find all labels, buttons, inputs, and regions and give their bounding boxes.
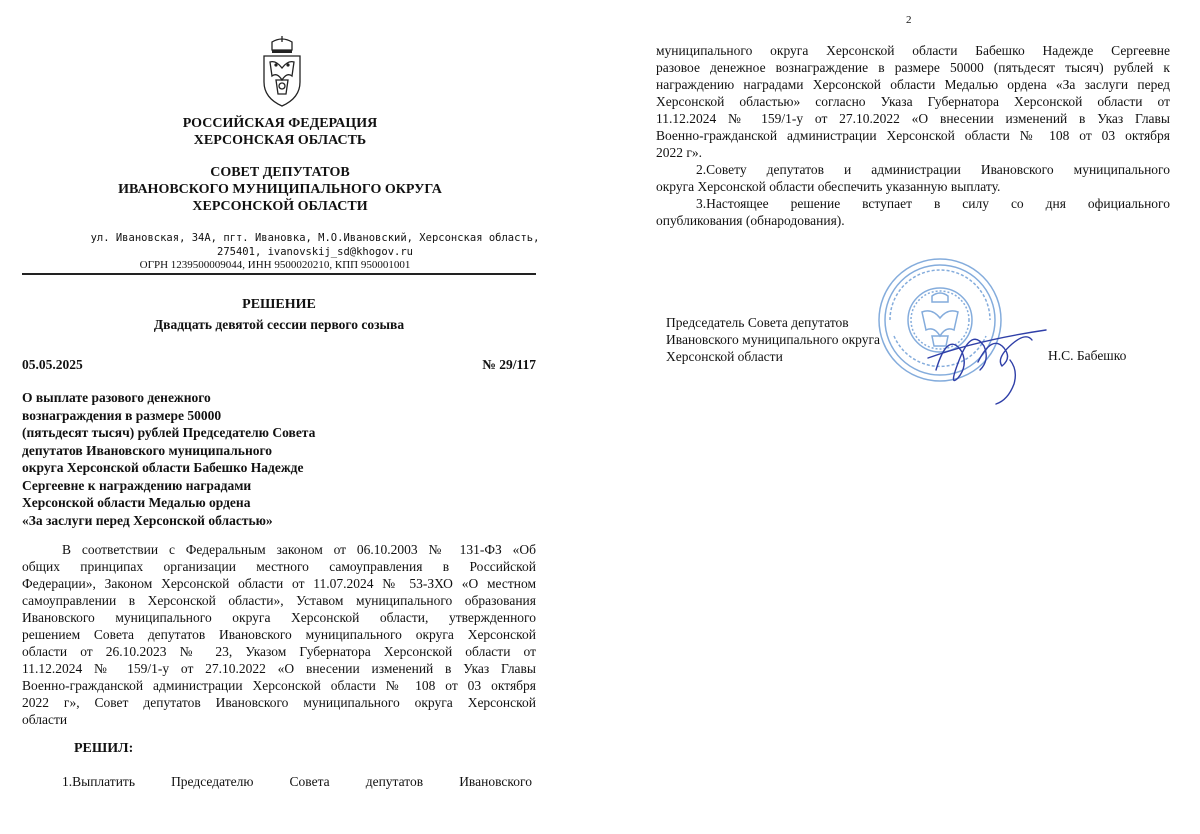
resolution-item-1 [62, 774, 532, 790]
body-line: Херсонской областью» согласно Указа Губернатора Херсонской области от [656, 94, 1170, 109]
signature-title-line: Херсонской области [666, 349, 783, 364]
body-line: 11.12.2024 № 159/1-у от 27.10.2022 «О внесении изменений в Указ Главы [22, 661, 536, 676]
handwritten-signature-icon [918, 300, 1058, 410]
preamble-paragraph [22, 541, 536, 728]
body-line: решением Совета депутатов Ивановского муниципального округа Херсонской [22, 627, 536, 642]
body-line: Военно-гражданской администрации Херсонской области № 108 от 03 октября [22, 678, 536, 693]
decision-date: 05.05.2025 [22, 357, 83, 372]
body-line: области [22, 712, 68, 727]
council-heading-line1: СОВЕТ ДЕПУТАТОВ [210, 165, 350, 180]
country-heading: РОССИЙСКАЯ ФЕДЕРАЦИЯ [182, 116, 378, 131]
signature-title-line: Председатель Совета депутатов [666, 315, 849, 330]
item-word: 1.Выплатить [62, 774, 135, 789]
signature-title-line: Ивановского муниципального округа [666, 332, 881, 347]
signatory-name: Н.С. Бабешко [1048, 348, 1127, 363]
resolution-continuation [656, 42, 1170, 229]
decision-number: № 29/117 [482, 357, 536, 372]
body-line: опубликования (обнародования). [656, 213, 845, 228]
item-word: Совета [289, 774, 330, 789]
council-heading-line2: ИВАНОВСКОГО МУНИЦИПАЛЬНОГО ОКРУГА [118, 182, 442, 197]
body-line: Федерации», Законом Херсонской области от 11.07.2024 № 53-ЗХО «О местном [22, 576, 536, 591]
coat-of-arms-icon [254, 36, 310, 108]
body-line: В соответствии с Федеральным законом от 06.10.2003 № 131-ФЗ «Об [62, 542, 536, 557]
body-line: общих принципах организации местного самоуправления в Российской [22, 559, 536, 574]
body-line: муниципального округа Херсонской области Бабешко Надежде Сергеевне [656, 43, 1170, 58]
subject-line: «За заслуги перед Херсонской областью» [22, 512, 273, 528]
subject-line: депутатов Ивановского муниципального [22, 442, 273, 458]
page-number: 2 [906, 14, 912, 26]
item-word: депутатов [365, 774, 424, 789]
region-heading: ХЕРСОНСКАЯ ОБЛАСТЬ [193, 133, 367, 148]
body-line: самоуправлении в Херсонской области», Уставом муниципального образования [22, 593, 536, 608]
address-line2: 275401, ivanovskij_sd@khogov.ru [217, 246, 413, 258]
signature-title [666, 314, 880, 365]
body-line: 3.Настоящее решение вступает в силу со дня официального [696, 196, 1170, 211]
body-line: области от 26.10.2023 № 23, Указом Губернатора Херсонской области от [22, 644, 536, 659]
header-divider [22, 273, 536, 275]
subject-line: (пятьдесят тысяч) рублей Председателю Совета [22, 425, 316, 440]
session-line: Двадцать девятой сессии первого созыва [153, 317, 405, 332]
body-line: 2.Совету депутатов и администрации Ивановского муниципального [696, 162, 1170, 177]
council-heading-line3: ХЕРСОНСКОЙ ОБЛАСТИ [192, 199, 368, 214]
body-line: награждению наградами Херсонской области Медалью ордена «За заслуги перед [656, 77, 1170, 92]
body-line: Ивановского муниципального округа Херсонской области, утвержденного [22, 610, 536, 625]
body-line: 2022 г». [656, 145, 703, 160]
body-line: округа Херсонской области обеспечить указанную выплату. [656, 179, 1001, 194]
item-word: Ивановского [459, 774, 532, 789]
body-line: Военно-гражданской администрации Херсонской области № 108 от 03 октября [656, 128, 1170, 143]
item-word: Председателю [171, 774, 254, 789]
subject-line: вознаграждения в размере 50000 [22, 407, 222, 423]
page-2 [600, 0, 1200, 834]
body-line: разовое денежное вознаграждение в размере 50000 (пятьдесят тысяч) рублей к [656, 60, 1170, 75]
body-line: 2022 г», Совет депутатов Ивановского муниципального округа Херсонской [22, 695, 536, 710]
address-line1: ул. Ивановская, 34А, пгт. Ивановка, М.О.Ивановский, Херсонская область, [90, 232, 540, 244]
decision-subject [22, 389, 362, 529]
decision-title: РЕШЕНИЕ [242, 297, 316, 312]
subject-line: О выплате разового денежного [22, 390, 211, 405]
subject-line: Сергеевне к награждению наградами [22, 477, 252, 493]
registry-numbers: ОГРН 1239500009044, ИНН 9500020210, КПП 950001001 [139, 259, 411, 271]
subject-line: Херсонской области Медалью ордена [22, 495, 251, 510]
body-line: 11.12.2024 № 159/1-у от 27.10.2022 «О внесении изменений в Указ Главы [656, 111, 1170, 126]
subject-line: округа Херсонской области Бабешко Надежде [22, 460, 304, 475]
resolved-heading: РЕШИЛ: [74, 741, 134, 756]
